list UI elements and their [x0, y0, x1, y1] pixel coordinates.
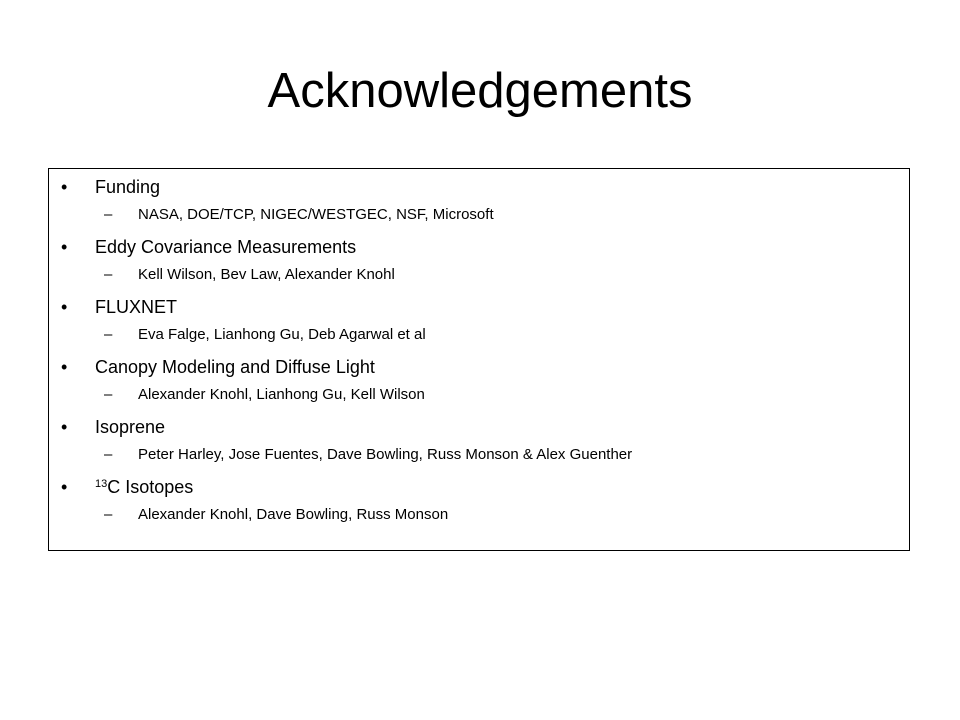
sub-bullet-row — [49, 385, 909, 405]
bullet-label: C Isotopes — [107, 477, 194, 497]
bullet-row — [49, 295, 909, 319]
sub-bullet-text: Peter Harley, Jose Fuentes, Dave Bowling, Russ Monson & Alex Guenther — [138, 446, 633, 463]
bullet-row — [49, 415, 909, 439]
sub-bullet-row — [49, 205, 909, 225]
sub-bullet-marker: – — [104, 326, 113, 343]
bullet-item-carbon-isotopes — [49, 475, 909, 535]
sub-bullet-text: Eva Falge, Lianhong Gu, Deb Agarwal et al — [138, 326, 426, 343]
bullet-label: Isoprene — [95, 417, 166, 437]
bullet-list — [49, 175, 909, 535]
bullet-marker: • — [61, 177, 68, 197]
bullet-item-eddy-covariance — [49, 235, 909, 295]
sub-bullet-row — [49, 265, 909, 285]
bullet-label: Eddy Covariance Measurements — [95, 237, 357, 257]
bullet-marker: • — [61, 357, 68, 377]
bullet-row — [49, 355, 909, 379]
bullet-item-canopy-modeling — [49, 355, 909, 415]
sub-bullet-marker: – — [104, 266, 113, 283]
bullet-label: Funding — [95, 177, 161, 197]
content-box — [48, 168, 910, 551]
sub-bullet-text: Kell Wilson, Bev Law, Alexander Knohl — [138, 266, 395, 283]
slide-title: Acknowledgements — [267, 64, 693, 118]
bullet-row — [49, 175, 909, 199]
sub-bullet-marker: – — [104, 446, 113, 463]
sub-bullet-row — [49, 505, 909, 525]
sub-bullet-marker: – — [104, 506, 113, 523]
sub-bullet-marker: – — [104, 386, 113, 403]
bullet-row — [49, 475, 909, 499]
bullet-label-container — [95, 475, 193, 499]
bullet-item-isoprene — [49, 415, 909, 475]
sub-bullet-text: NASA, DOE/TCP, NIGEC/WESTGEC, NSF, Microsoft — [138, 206, 494, 223]
sub-bullet-marker: – — [104, 206, 113, 223]
bullet-marker: • — [61, 477, 68, 497]
bullet-marker: • — [61, 237, 68, 257]
sub-bullet-row — [49, 445, 909, 465]
bullet-item-fluxnet — [49, 295, 909, 355]
bullet-marker: • — [61, 417, 68, 437]
bullet-marker: • — [61, 297, 68, 317]
isotope-superscript: 13 — [95, 478, 108, 490]
sub-bullet-text: Alexander Knohl, Lianhong Gu, Kell Wilson — [138, 386, 425, 403]
bullet-label: FLUXNET — [95, 297, 178, 317]
sub-bullet-row — [49, 325, 909, 345]
bullet-label: Canopy Modeling and Diffuse Light — [95, 357, 375, 377]
bullet-item-funding — [49, 175, 909, 235]
sub-bullet-text: Alexander Knohl, Dave Bowling, Russ Monson — [138, 506, 449, 523]
bullet-row — [49, 235, 909, 259]
